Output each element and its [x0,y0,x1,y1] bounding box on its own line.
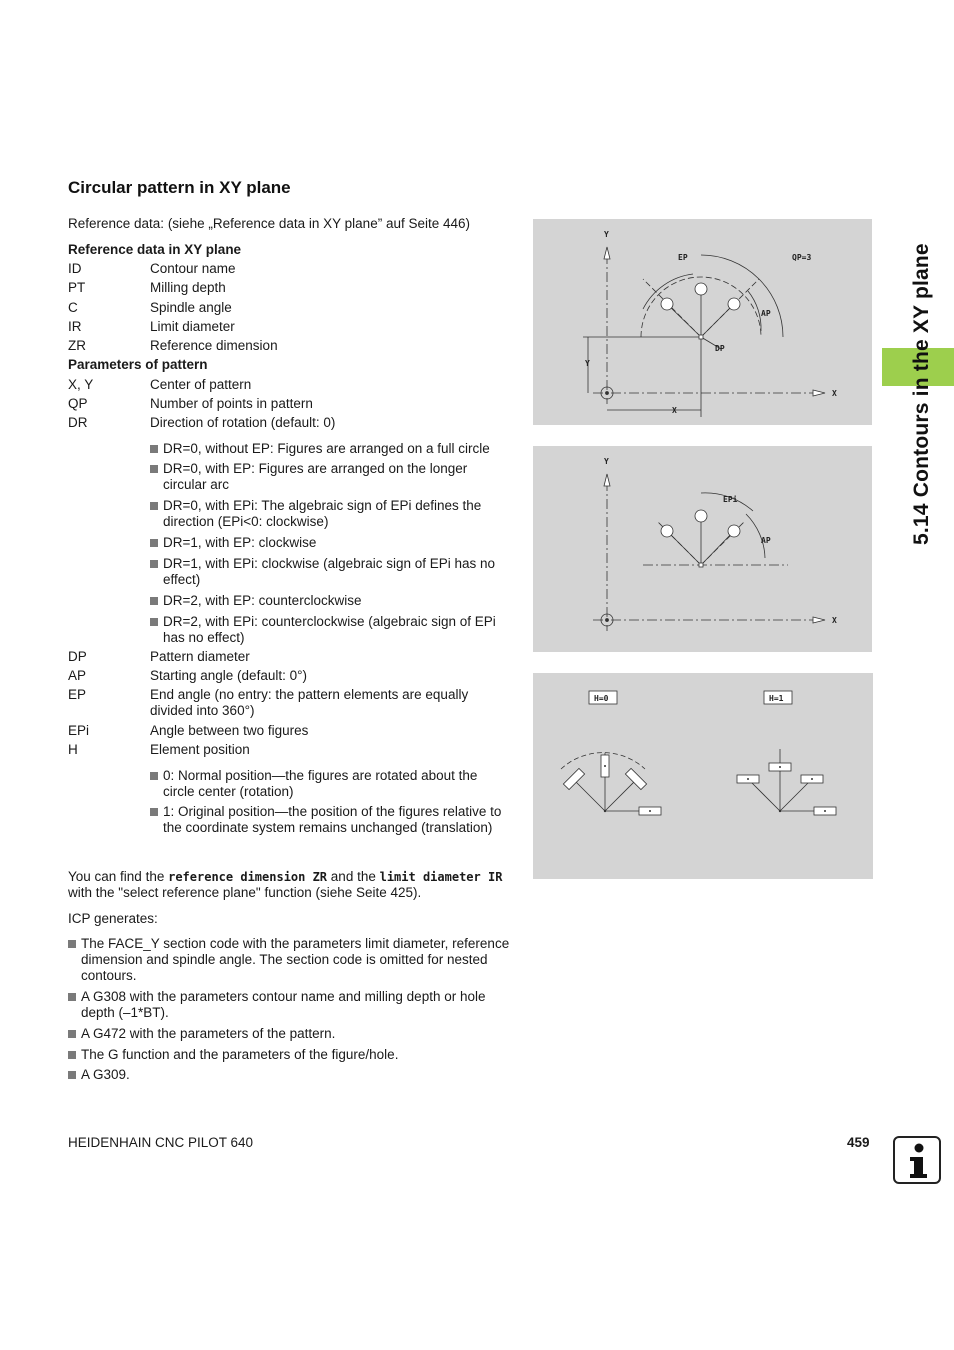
fig3-h0-label: H=0 [594,694,609,703]
footer-product: HEIDENHAIN CNC PILOT 640 [68,1135,254,1150]
param-key: H [68,742,78,757]
fig3-h1-label: H=1 [769,694,784,703]
param-key: C [68,300,78,315]
figure-1-drawing [533,219,872,425]
h-bullet: 0: Normal position—the figures are rotated about the circle center (rotation) [150,768,510,800]
param-value: Milling depth [150,280,226,295]
figure-circular-pattern-epi [533,446,872,652]
fig2-y-axis-label: Y [604,457,609,466]
param-value: End angle (no entry: the pattern elements are equally divided into 360°) [150,687,469,718]
param-value: Starting angle (default: 0°) [150,668,307,683]
bullet-square-icon [68,1030,76,1038]
reference-line: Reference data: (siehe „Reference data in XY plane” auf Seite 446) [68,216,471,231]
param-key: DR [68,415,88,430]
icp-bullet: A G472 with the parameters of the pattern. [68,1026,513,1042]
section-title: Circular pattern in XY plane [68,178,291,197]
param-key: AP [68,668,87,683]
page-number: 459 [847,1135,870,1150]
icp-bullet: A G308 with the parameters contour name and milling depth or hole depth (–1*BT). [68,989,513,1021]
param-key: X, Y [68,377,94,392]
dr-bullet: DR=1, with EP: clockwise [150,535,510,551]
bullet-square-icon [150,560,158,568]
param-value: Pattern diameter [150,649,250,664]
param-value: Direction of rotation (default: 0) [150,415,336,430]
param-value: Number of points in pattern [150,396,313,411]
icp-heading: ICP generates: [68,911,158,926]
dr-bullet: DR=0, with EPi: The algebraic sign of EPi defines the direction (EPi<0: clockwise) [150,498,510,530]
figure-2-drawing [533,446,872,652]
fig1-x-axis-label: X [832,389,837,398]
param-key: EP [68,687,87,702]
fig1-y-axis-label: Y [604,230,609,239]
dr-bullet: DR=0, without EP: Figures are arranged on a full circle [150,441,510,457]
param-key: ID [68,261,82,276]
param-value: Spindle angle [150,300,232,315]
param-value: Angle between two figures [150,723,309,738]
fig1-y-dim-label: Y [585,359,590,368]
param-value: Contour name [150,261,236,276]
param-key: DP [68,649,87,664]
dr-bullet: DR=0, with EP: Figures are arranged on the longer circular arc [150,461,510,493]
param-key: EPi [68,723,90,738]
figure-element-position [533,673,873,879]
dr-bullet: DR=2, with EPi: counterclockwise (algebraic sign of EPi has no effect) [150,614,510,646]
bullet-square-icon [68,1071,76,1079]
dr-bullet: DR=2, with EP: counterclockwise [150,593,510,609]
fig1-dp-label: DP [715,344,725,353]
param-key: PT [68,280,86,295]
fig1-ap-label: AP [761,309,771,318]
bullet-square-icon [68,1051,76,1059]
code-zr: reference dimension ZR [168,870,328,884]
icp-bullet: A G309. [68,1067,513,1083]
param-key: QP [68,396,88,411]
ref-heading: Reference data in XY plane [68,242,242,257]
fig2-epi-label: EPi [723,495,738,504]
bullet-square-icon [150,772,158,780]
bullet-square-icon [150,808,158,816]
figure-3-drawing [533,673,873,879]
param-key: ZR [68,338,86,353]
h-bullet: 1: Original position—the position of the figures relative to the coordinate system remains unchanged (translation) [150,804,510,836]
bullet-square-icon [150,502,158,510]
bullet-square-icon [150,445,158,453]
fig1-ep-label: EP [678,253,688,262]
icp-bullet: The G function and the parameters of the figure/hole. [68,1047,513,1063]
fig2-x-axis-label: X [832,616,837,625]
code-ir: limit diameter IR [379,870,503,884]
dr-bullet: DR=1, with EPi: clockwise (algebraic sign of EPi has no effect) [150,556,510,588]
param-value: Center of pattern [150,377,252,392]
bullet-square-icon [150,597,158,605]
bullet-square-icon [150,465,158,473]
bullet-square-icon [68,993,76,1001]
fig2-ap-label: AP [761,536,771,545]
param-value: Limit diameter [150,319,235,334]
param-value: Reference dimension [150,338,278,353]
bullet-square-icon [68,940,76,948]
info-icon [893,1136,941,1184]
bullet-square-icon [150,539,158,547]
figure-circular-pattern-ep [533,219,872,425]
fig1-x-dim-label: X [672,406,677,415]
find-paragraph: You can find the reference dimension ZR and the limit diameter IR with the "select reference plane" function (siehe Seite 425). [68,869,503,900]
icp-bullet: The FACE_Y section code with the parameters limit diameter, reference dimension and spindle angle. The section code is omitted for nested contours. [68,936,513,984]
fig1-qp-label: QP=3 [792,253,812,262]
pattern-heading: Parameters of pattern [68,357,208,372]
param-value: Element position [150,742,250,757]
param-key: IR [68,319,82,334]
bullet-square-icon [150,618,158,626]
chapter-side-title: 5.14 Contours in the XY plane [910,243,933,545]
